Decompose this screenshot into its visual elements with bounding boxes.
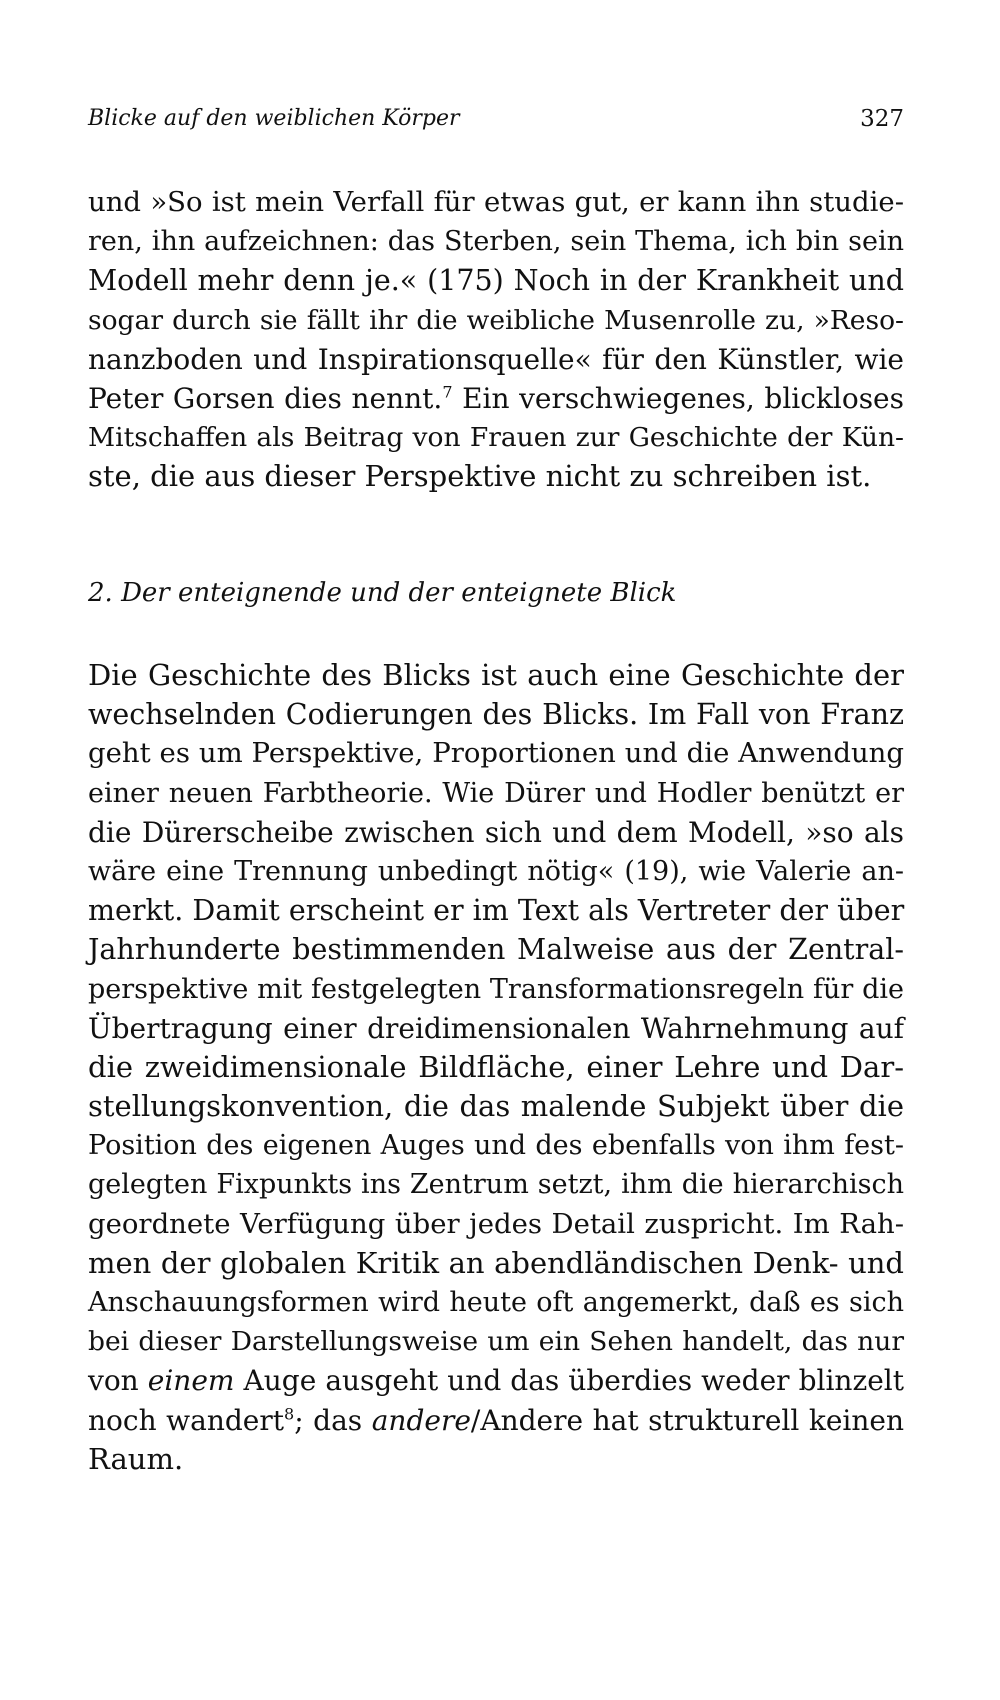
text-line: bei dieser Darstellungsweise um ein Sehen handelt, das nur xyxy=(88,1326,904,1358)
text-line: von einem Auge ausgeht und das überdies weder blinzelt xyxy=(88,1364,904,1398)
emphasis: einem xyxy=(147,1364,235,1398)
footnote-ref-8: 8 xyxy=(284,1404,295,1424)
text-line: ren, ihn aufzeichnen: das Sterben, sein Thema, ich bin sein xyxy=(88,226,904,258)
page-number: 327 xyxy=(860,106,904,132)
text-line: merkt. Damit erscheint er im Text als Vertreter der über xyxy=(88,894,905,928)
text-line: wäre eine Trennung unbedingt nötig« (19), wie Valerie an- xyxy=(88,855,904,887)
text-line: die zweidimensionale Bildfläche, einer Lehre und Dar- xyxy=(88,1049,904,1084)
text-line: Anschauungsformen wird heute oft angemerkt, daß es sich xyxy=(88,1287,904,1318)
text-line: geordnete Verfügung über jedes Detail zuspricht. Im Rah- xyxy=(88,1207,904,1240)
text-line: sogar durch sie fällt ihr die weibliche Musenrolle zu, »Reso- xyxy=(88,304,904,336)
text-line: Modell mehr denn je.« (175) Noch in der Krankheit und xyxy=(88,264,904,298)
text-line: stellungskonvention, die das malende Subjekt über die xyxy=(88,1089,904,1124)
running-title: Blicke auf den weiblichen Körper xyxy=(88,106,460,131)
text-line: gelegten Fixpunkts ins Zentrum setzt, ihm die hierarchisch xyxy=(88,1169,904,1201)
text-line: und »So ist mein Verfall für etwas gut, er kann ihn studie- xyxy=(88,186,904,218)
text-line: nanzboden und Inspirationsquelle« für den Künstler, wie xyxy=(88,342,904,376)
text-line: Peter Gorsen dies nennt.$^7$ Ein verschwiegenes, blickloses xyxy=(88,381,904,415)
emphasis: andere xyxy=(371,1403,471,1437)
text-line: men der globalen Kritik an abendländischen Denk- und xyxy=(88,1245,904,1280)
text-line: Die Geschichte des Blicks ist auch eine Geschichte der xyxy=(88,658,904,692)
text-line: Mitschaffen als Beitrag von Frauen zur Geschichte der Kün- xyxy=(88,422,904,454)
text-line: Jahrhunderte bestimmenden Malweise aus der Zentral- xyxy=(88,933,904,967)
paragraph-1 xyxy=(88,183,904,497)
text-line: wechselnden Codierungen des Blicks. Im Fall von Franz xyxy=(88,698,904,732)
running-header xyxy=(88,106,904,136)
paragraph-2 xyxy=(88,656,904,1479)
text-line: Position des eigenen Auges und des ebenfalls von ihm fest- xyxy=(88,1130,904,1162)
text-line: ste, die aus dieser Perspektive nicht zu schreiben ist. xyxy=(88,459,872,494)
text-line: Übertragung einer dreidimensionalen Wahrnehmung auf xyxy=(88,1011,904,1045)
text-line: geht es um Perspektive, Proportionen und die Anwendung xyxy=(88,737,904,770)
text-line: die Dürerscheibe zwischen sich und dem Modell, »so als xyxy=(88,815,904,849)
text-line: Raum. xyxy=(88,1441,184,1476)
section-heading: 2. Der enteignende und der enteignete Blick xyxy=(88,578,677,608)
text-line: perspektive mit festgelegten Transformationsregeln für die xyxy=(88,973,904,1005)
text-line: einer neuen Farbtheorie. Wie Dürer und Hodler benützt er xyxy=(88,777,904,809)
footnote-ref-7: 7 xyxy=(442,382,453,402)
text-line: noch wandert$^8$; das andere/Andere hat strukturell keinen xyxy=(88,1403,904,1437)
